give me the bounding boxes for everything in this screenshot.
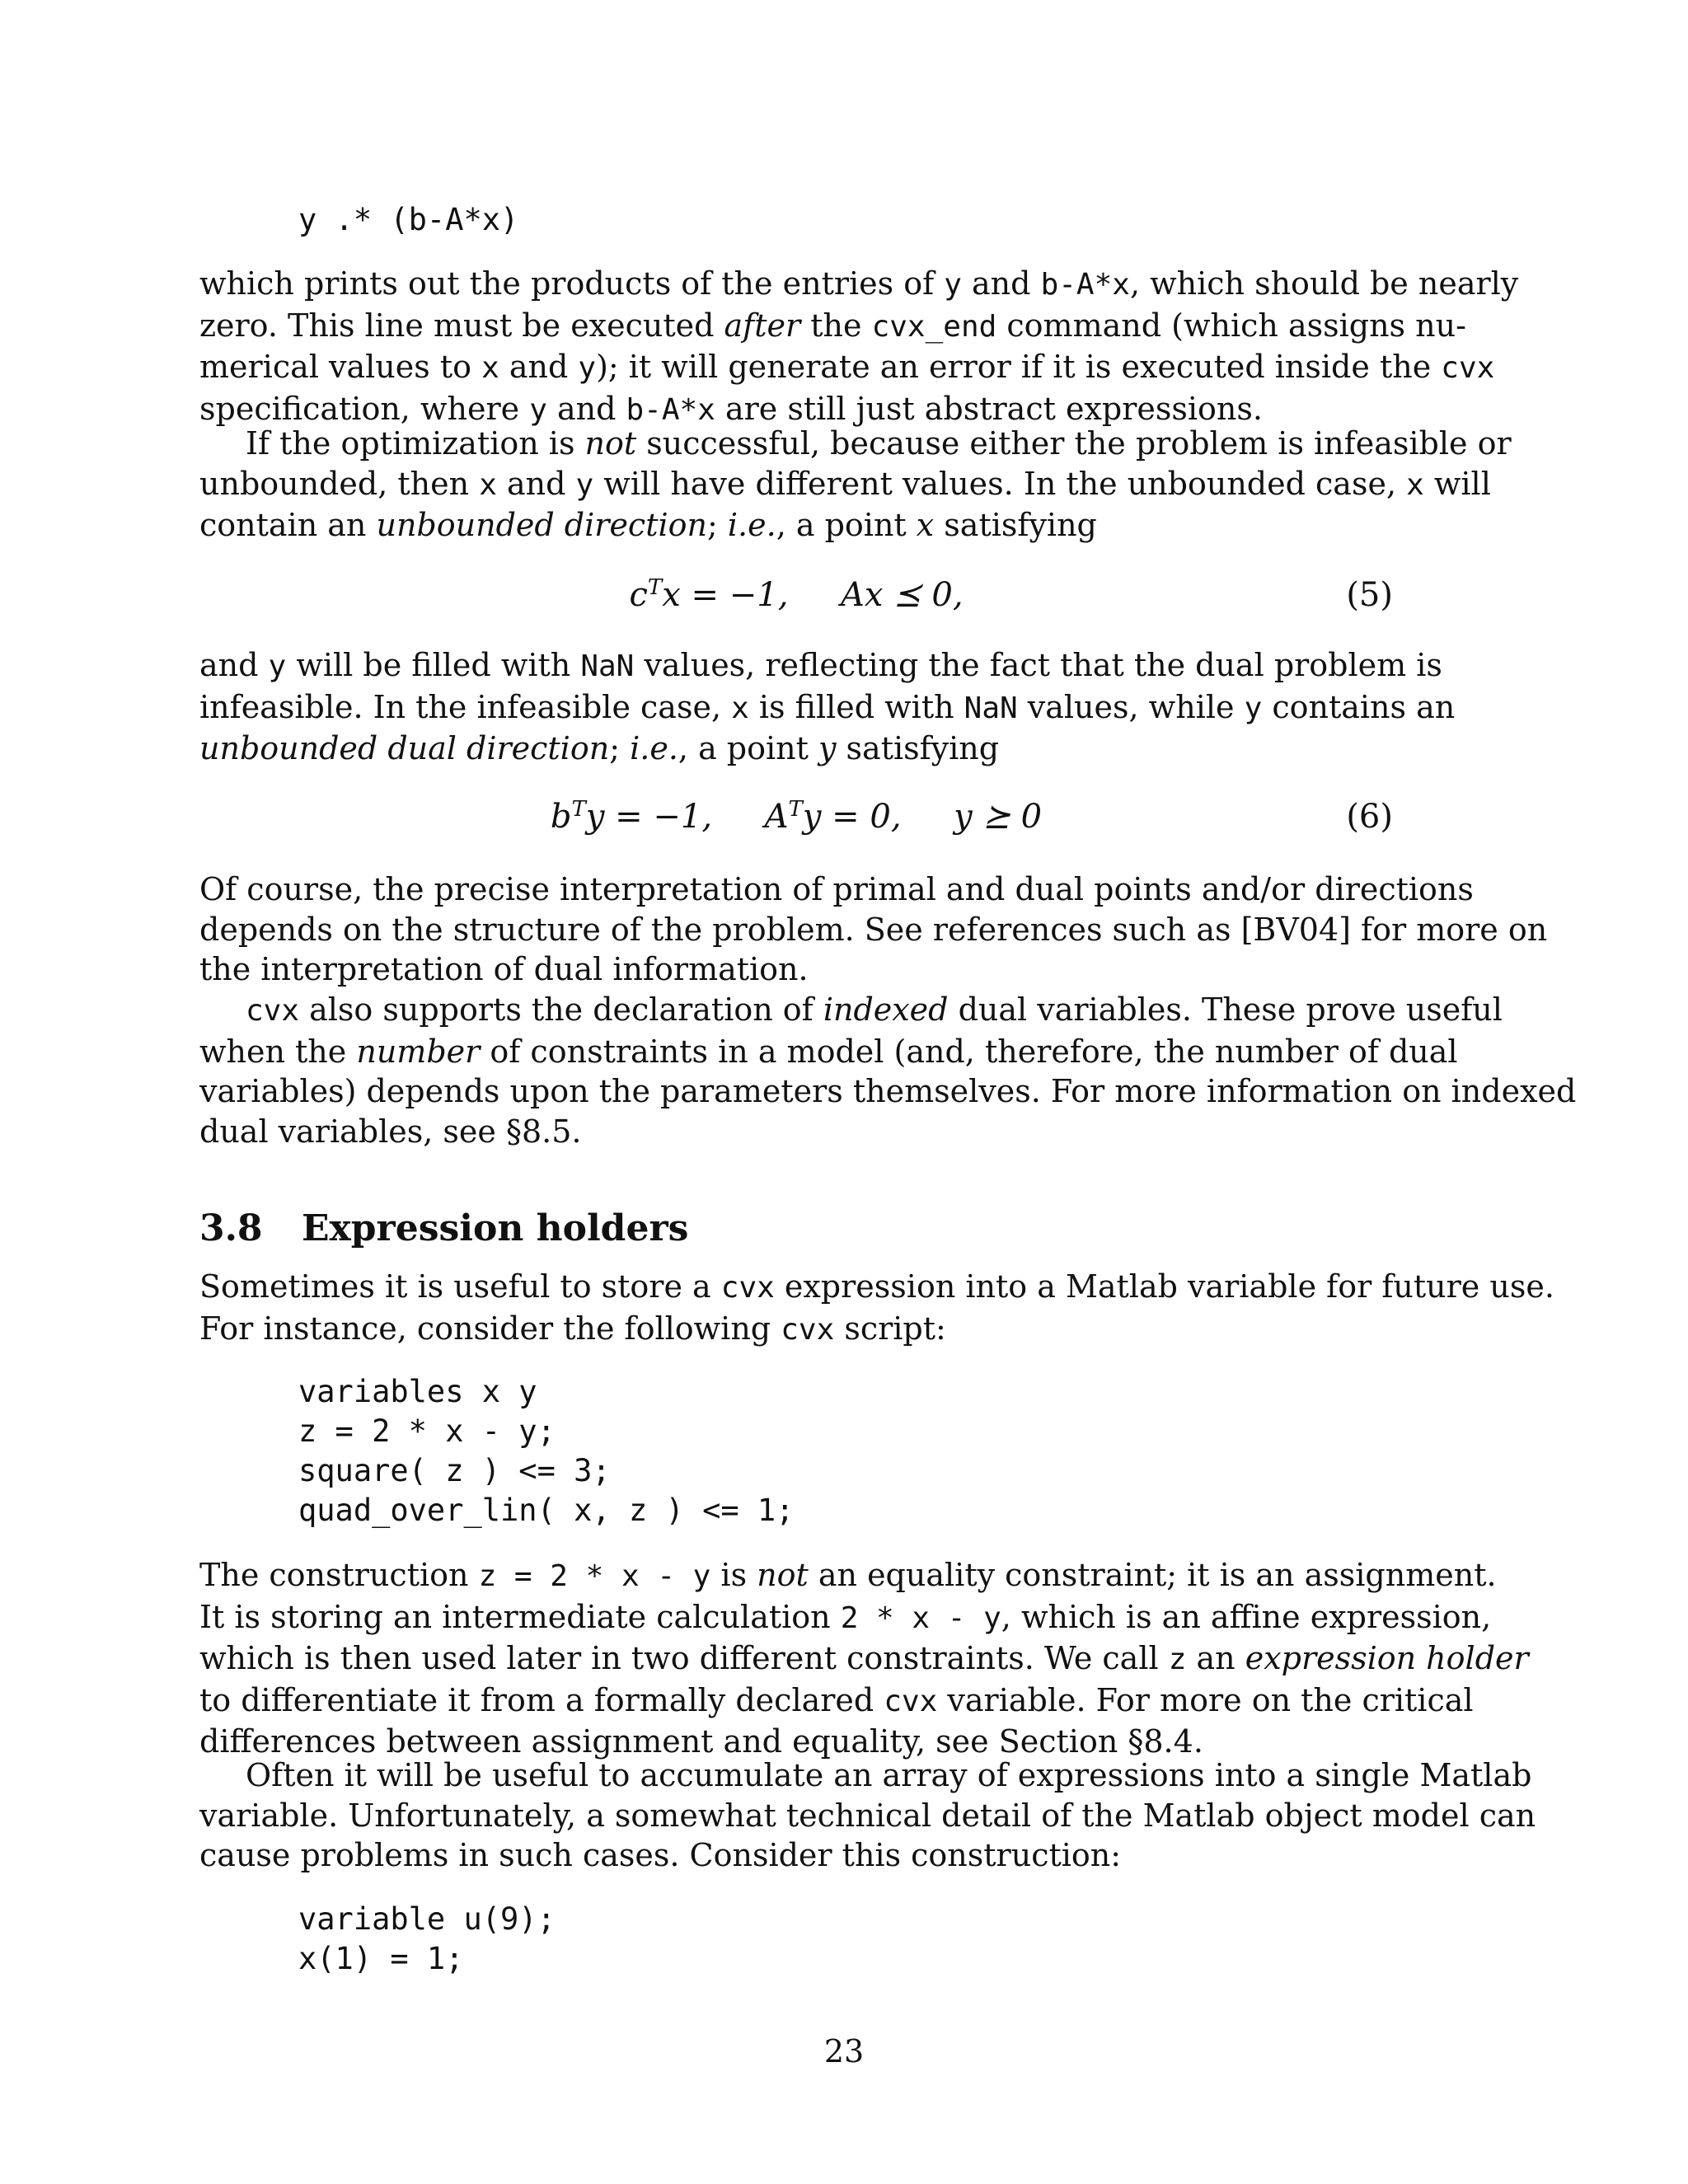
code-line: square( z ) <= 3; xyxy=(298,1453,611,1488)
text-line: differences between assignment and equality, see Section §8.4. xyxy=(199,1723,1203,1760)
text-line: variable. Unfortunately, a somewhat technical detail of the Matlab object model can xyxy=(199,1797,1536,1834)
code-line: x(1) = 1; xyxy=(298,1941,464,1976)
equation-6-number: (6) xyxy=(1346,798,1393,836)
text-line: Of course, the precise interpretation of primal and dual points and/or directions xyxy=(199,871,1474,907)
text-line: cause problems in such cases. Consider this construction: xyxy=(199,1837,1122,1874)
text-line: unbounded dual direction; i.e., a point y satisfying xyxy=(199,730,1000,767)
text-line: the interpretation of dual information. xyxy=(199,951,809,988)
page-number: 23 xyxy=(823,2033,865,2069)
code-line: variable u(9); xyxy=(298,1901,556,1937)
text-line: If the optimization is not successful, because either the problem is infeasible or xyxy=(246,425,1512,462)
text-line: infeasible. In the infeasible case, x is filled with NaN values, while y contains an xyxy=(199,688,1456,725)
text-line: zero. This line must be executed after the cvx_end command (which assigns nu- xyxy=(199,307,1466,344)
text-line: contain an unbounded direction; i.e., a point x satisfying xyxy=(199,507,1097,544)
equation-5 xyxy=(199,574,1393,616)
paragraph-7 xyxy=(199,1555,1529,1762)
text-line: and y will be filled with NaN values, reflecting the fact that the dual problem is xyxy=(199,647,1442,683)
text-line: variables) depends upon the parameters themselves. For more information on indexed xyxy=(199,1073,1577,1110)
text-line: unbounded, then x and y will have different values. In the unbounded case, x will xyxy=(199,465,1491,502)
text-line: dual variables, see §8.5. xyxy=(199,1113,582,1150)
text-line: For instance, consider the following cvx script: xyxy=(199,1310,946,1347)
code-line: quad_over_lin( x, z ) <= 1; xyxy=(298,1493,795,1528)
text-line: It is storing an intermediate calculation 2 * x - y, which is an affine expression, xyxy=(199,1598,1492,1635)
code-line: variables x y xyxy=(298,1374,537,1409)
text-line: Sometimes it is useful to store a cvx expression into a Matlab variable for future use. xyxy=(199,1268,1554,1305)
paragraph-2 xyxy=(199,424,1512,546)
text-line: specification, where y and b-A*x are still just abstract expressions. xyxy=(199,390,1263,427)
text-line: which is then used later in two different constraints. We call z an expression holder xyxy=(199,1640,1529,1677)
section-heading xyxy=(199,1206,688,1252)
section-title: Expression holders xyxy=(302,1207,689,1249)
section-number: 3.8 xyxy=(199,1207,263,1249)
code-block-2 xyxy=(298,1900,556,1979)
code-line: z = 2 * x - y; xyxy=(298,1413,556,1449)
text-line: cvx also supports the declaration of indexed dual variables. These prove useful xyxy=(246,991,1503,1028)
equation-5-number: (5) xyxy=(1346,576,1393,614)
text-line: The construction z = 2 * x - y is not an equality constraint; it is an assignment. xyxy=(199,1557,1497,1593)
paragraph-5 xyxy=(199,990,1577,1151)
equation-6 xyxy=(199,796,1393,837)
paragraph-8 xyxy=(199,1755,1536,1876)
code-block-1 xyxy=(298,1372,794,1530)
equation-5-body: $c^Tx = -1$, Ax ⪯ 0, xyxy=(629,575,964,614)
text-line: when the number of constraints in a model (and, therefore, the number of dual xyxy=(199,1033,1458,1070)
text-line: Often it will be useful to accumulate an array of expressions into a single Matlab xyxy=(246,1757,1532,1793)
text-line: which prints out the products of the entries of y and b-A*x, which should be nearly xyxy=(199,265,1519,302)
paragraph-4 xyxy=(199,869,1548,990)
text-line: merical values to x and y); it will generate an error if it is executed inside the cvx xyxy=(199,349,1495,386)
equation-6-body: $b^Ty = -1$, $A^Ty = 0$, y ⪰ 0 xyxy=(550,797,1043,836)
text-line: depends on the structure of the problem. See references such as [BV04] for more on xyxy=(199,911,1548,948)
paragraph-3 xyxy=(199,645,1456,769)
text-line: to differentiate it from a formally declared cvx variable. For more on the critical xyxy=(199,1681,1474,1718)
paragraph-1 xyxy=(199,264,1519,430)
code-line-top: y .* (b-A*x) xyxy=(298,202,519,237)
paragraph-6 xyxy=(199,1267,1554,1350)
